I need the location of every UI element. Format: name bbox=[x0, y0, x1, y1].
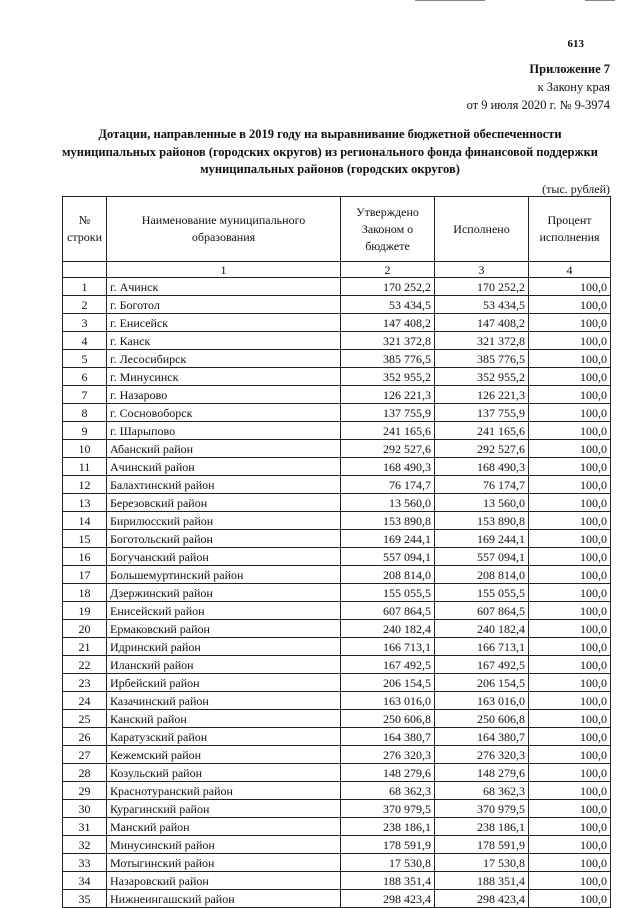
municipality-name-cell: г. Енисейск bbox=[107, 314, 341, 332]
municipality-name-cell: Абанский район bbox=[107, 440, 341, 458]
row-number-cell: 34 bbox=[63, 872, 107, 890]
row-number-cell: 1 bbox=[63, 278, 107, 296]
table-row bbox=[63, 296, 611, 314]
percent-cell: 100,0 bbox=[529, 440, 611, 458]
executed-amount-cell: 557 094,1 bbox=[435, 548, 529, 566]
percent-cell: 100,0 bbox=[529, 332, 611, 350]
municipality-name-cell: г. Минусинск bbox=[107, 368, 341, 386]
row-number-cell: 27 bbox=[63, 746, 107, 764]
row-number-cell: 26 bbox=[63, 728, 107, 746]
executed-amount-cell: 17 530,8 bbox=[435, 854, 529, 872]
executed-amount-cell: 137 755,9 bbox=[435, 404, 529, 422]
percent-cell: 100,0 bbox=[529, 566, 611, 584]
table-row bbox=[63, 476, 611, 494]
executed-amount-cell: 147 408,2 bbox=[435, 314, 529, 332]
row-number-cell: 31 bbox=[63, 818, 107, 836]
approved-amount-cell: 169 244,1 bbox=[341, 530, 435, 548]
percent-cell: 100,0 bbox=[529, 656, 611, 674]
percent-cell: 100,0 bbox=[529, 638, 611, 656]
table-row bbox=[63, 746, 611, 764]
executed-amount-cell: 298 423,4 bbox=[435, 890, 529, 908]
approved-amount-cell: 53 434,5 bbox=[341, 296, 435, 314]
municipality-name-cell: Кежемский район bbox=[107, 746, 341, 764]
table-row bbox=[63, 332, 611, 350]
column-number: 4 bbox=[529, 262, 611, 278]
approved-amount-cell: 206 154,5 bbox=[341, 674, 435, 692]
executed-amount-cell: 241 165,6 bbox=[435, 422, 529, 440]
row-number-cell: 23 bbox=[63, 674, 107, 692]
table-row bbox=[63, 782, 611, 800]
row-number-cell: 9 bbox=[63, 422, 107, 440]
percent-cell: 100,0 bbox=[529, 782, 611, 800]
approved-amount-cell: 241 165,6 bbox=[341, 422, 435, 440]
percent-cell: 100,0 bbox=[529, 422, 611, 440]
executed-amount-cell: 168 490,3 bbox=[435, 458, 529, 476]
row-number-cell: 20 bbox=[63, 620, 107, 638]
table-row bbox=[63, 710, 611, 728]
municipality-name-cell: Богучанский район bbox=[107, 548, 341, 566]
percent-cell: 100,0 bbox=[529, 890, 611, 908]
row-number-cell: 18 bbox=[63, 584, 107, 602]
municipality-name-cell: Боготольский район bbox=[107, 530, 341, 548]
header-approved: Утверждено Законом о бюджете bbox=[341, 197, 435, 262]
executed-amount-cell: 169 244,1 bbox=[435, 530, 529, 548]
percent-cell: 100,0 bbox=[529, 458, 611, 476]
approved-amount-cell: 170 252,2 bbox=[341, 278, 435, 296]
municipality-name-cell: Ачинский район bbox=[107, 458, 341, 476]
header-executed: Исполнено bbox=[435, 197, 529, 262]
table-row bbox=[63, 512, 611, 530]
table-row bbox=[63, 386, 611, 404]
executed-amount-cell: 240 182,4 bbox=[435, 620, 529, 638]
municipality-name-cell: Иланский район bbox=[107, 656, 341, 674]
table-row bbox=[63, 566, 611, 584]
table-row bbox=[63, 656, 611, 674]
municipality-name-cell: Ермаковский район bbox=[107, 620, 341, 638]
approved-amount-cell: 168 490,3 bbox=[341, 458, 435, 476]
municipality-name-cell: Балахтинский район bbox=[107, 476, 341, 494]
percent-cell: 100,0 bbox=[529, 296, 611, 314]
table-row bbox=[63, 818, 611, 836]
executed-amount-cell: 208 814,0 bbox=[435, 566, 529, 584]
executed-amount-cell: 166 713,1 bbox=[435, 638, 529, 656]
approved-amount-cell: 292 527,6 bbox=[341, 440, 435, 458]
percent-cell: 100,0 bbox=[529, 800, 611, 818]
table-row bbox=[63, 728, 611, 746]
executed-amount-cell: 188 351,4 bbox=[435, 872, 529, 890]
table-row bbox=[63, 800, 611, 818]
executed-amount-cell: 292 527,6 bbox=[435, 440, 529, 458]
municipality-name-cell: Манский район bbox=[107, 818, 341, 836]
municipality-name-cell: Ирбейский район bbox=[107, 674, 341, 692]
approved-amount-cell: 240 182,4 bbox=[341, 620, 435, 638]
percent-cell: 100,0 bbox=[529, 350, 611, 368]
executed-amount-cell: 13 560,0 bbox=[435, 494, 529, 512]
executed-amount-cell: 164 380,7 bbox=[435, 728, 529, 746]
approved-amount-cell: 76 174,7 bbox=[341, 476, 435, 494]
table-row bbox=[63, 836, 611, 854]
table-row bbox=[63, 422, 611, 440]
percent-cell: 100,0 bbox=[529, 386, 611, 404]
row-number-cell: 19 bbox=[63, 602, 107, 620]
municipality-name-cell: Канский район bbox=[107, 710, 341, 728]
municipality-name-cell: Курагинский район bbox=[107, 800, 341, 818]
row-number-cell: 15 bbox=[63, 530, 107, 548]
municipality-name-cell: Идринский район bbox=[107, 638, 341, 656]
percent-cell: 100,0 bbox=[529, 728, 611, 746]
column-number: 1 bbox=[107, 262, 341, 278]
approved-amount-cell: 321 372,8 bbox=[341, 332, 435, 350]
approved-amount-cell: 13 560,0 bbox=[341, 494, 435, 512]
approved-amount-cell: 250 606,8 bbox=[341, 710, 435, 728]
percent-cell: 100,0 bbox=[529, 746, 611, 764]
table-row bbox=[63, 692, 611, 710]
document-title: Дотации, направленные в 2019 году на выравнивание бюджетной обеспеченности муниципальных районов (городских округов) из регионального фонда финансовой поддержки муниципальных районов (городских округов) bbox=[62, 127, 598, 176]
approved-amount-cell: 208 814,0 bbox=[341, 566, 435, 584]
appendix-date-ref: от 9 июля 2020 г. № 9-3974 bbox=[466, 98, 610, 112]
percent-cell: 100,0 bbox=[529, 836, 611, 854]
column-number: 2 bbox=[341, 262, 435, 278]
municipality-name-cell: Каратузский район bbox=[107, 728, 341, 746]
percent-cell: 100,0 bbox=[529, 710, 611, 728]
executed-amount-cell: 206 154,5 bbox=[435, 674, 529, 692]
approved-amount-cell: 276 320,3 bbox=[341, 746, 435, 764]
percent-cell: 100,0 bbox=[529, 476, 611, 494]
executed-amount-cell: 153 890,8 bbox=[435, 512, 529, 530]
municipality-name-cell: г. Ачинск bbox=[107, 278, 341, 296]
units-label: (тыс. рублей) bbox=[542, 182, 610, 196]
table-row bbox=[63, 584, 611, 602]
executed-amount-cell: 53 434,5 bbox=[435, 296, 529, 314]
percent-cell: 100,0 bbox=[529, 872, 611, 890]
municipality-name-cell: Назаровский район bbox=[107, 872, 341, 890]
executed-amount-cell: 68 362,3 bbox=[435, 782, 529, 800]
percent-cell: 100,0 bbox=[529, 404, 611, 422]
municipality-name-cell: Минусинский район bbox=[107, 836, 341, 854]
approved-amount-cell: 148 279,6 bbox=[341, 764, 435, 782]
row-number-cell: 2 bbox=[63, 296, 107, 314]
executed-amount-cell: 385 776,5 bbox=[435, 350, 529, 368]
municipality-name-cell: г. Назарово bbox=[107, 386, 341, 404]
approved-amount-cell: 557 094,1 bbox=[341, 548, 435, 566]
approved-amount-cell: 153 890,8 bbox=[341, 512, 435, 530]
row-number-cell: 14 bbox=[63, 512, 107, 530]
percent-cell: 100,0 bbox=[529, 368, 611, 386]
table-header-row bbox=[63, 197, 611, 262]
municipality-name-cell: Дзержинский район bbox=[107, 584, 341, 602]
approved-amount-cell: 166 713,1 bbox=[341, 638, 435, 656]
executed-amount-cell: 250 606,8 bbox=[435, 710, 529, 728]
percent-cell: 100,0 bbox=[529, 512, 611, 530]
column-number: 3 bbox=[435, 262, 529, 278]
table-row bbox=[63, 314, 611, 332]
table-row bbox=[63, 638, 611, 656]
approved-amount-cell: 370 979,5 bbox=[341, 800, 435, 818]
approved-amount-cell: 352 955,2 bbox=[341, 368, 435, 386]
row-number-cell: 13 bbox=[63, 494, 107, 512]
row-number-cell: 4 bbox=[63, 332, 107, 350]
municipality-name-cell: Козульский район bbox=[107, 764, 341, 782]
row-number-cell: 21 bbox=[63, 638, 107, 656]
table-row bbox=[63, 458, 611, 476]
municipality-name-cell: г. Боготол bbox=[107, 296, 341, 314]
percent-cell: 100,0 bbox=[529, 314, 611, 332]
table-row bbox=[63, 494, 611, 512]
table-row bbox=[63, 350, 611, 368]
percent-cell: 100,0 bbox=[529, 494, 611, 512]
table-row bbox=[63, 548, 611, 566]
appendix-law-ref: к Закону края bbox=[537, 80, 610, 94]
municipality-name-cell: Бирилюсский район bbox=[107, 512, 341, 530]
row-number-cell: 6 bbox=[63, 368, 107, 386]
table-row bbox=[63, 872, 611, 890]
approved-amount-cell: 167 492,5 bbox=[341, 656, 435, 674]
approved-amount-cell: 147 408,2 bbox=[341, 314, 435, 332]
header-row-number: № строки bbox=[63, 197, 107, 262]
appendix-label: Приложение 7 bbox=[529, 62, 610, 76]
municipality-name-cell: г. Сосновоборск bbox=[107, 404, 341, 422]
municipality-name-cell: Казачинский район bbox=[107, 692, 341, 710]
row-number-cell: 33 bbox=[63, 854, 107, 872]
table-row bbox=[63, 278, 611, 296]
table-body bbox=[63, 278, 611, 908]
approved-amount-cell: 126 221,3 bbox=[341, 386, 435, 404]
percent-cell: 100,0 bbox=[529, 278, 611, 296]
row-number-cell: 29 bbox=[63, 782, 107, 800]
approved-amount-cell: 607 864,5 bbox=[341, 602, 435, 620]
subsidies-table bbox=[62, 196, 611, 908]
executed-amount-cell: 167 492,5 bbox=[435, 656, 529, 674]
executed-amount-cell: 321 372,8 bbox=[435, 332, 529, 350]
approved-amount-cell: 298 423,4 bbox=[341, 890, 435, 908]
row-number-cell: 10 bbox=[63, 440, 107, 458]
approved-amount-cell: 238 186,1 bbox=[341, 818, 435, 836]
approved-amount-cell: 155 055,5 bbox=[341, 584, 435, 602]
row-number-cell: 17 bbox=[63, 566, 107, 584]
executed-amount-cell: 178 591,9 bbox=[435, 836, 529, 854]
approved-amount-cell: 17 530,8 bbox=[341, 854, 435, 872]
appendix-reference bbox=[467, 60, 610, 114]
municipality-name-cell: Мотыгинский район bbox=[107, 854, 341, 872]
executed-amount-cell: 370 979,5 bbox=[435, 800, 529, 818]
page-number: 613 bbox=[567, 38, 584, 50]
executed-amount-cell: 276 320,3 bbox=[435, 746, 529, 764]
row-number-cell: 30 bbox=[63, 800, 107, 818]
municipality-name-cell: г. Канск bbox=[107, 332, 341, 350]
percent-cell: 100,0 bbox=[529, 764, 611, 782]
table-row bbox=[63, 620, 611, 638]
approved-amount-cell: 137 755,9 bbox=[341, 404, 435, 422]
header-percent: Процент исполнения bbox=[529, 197, 611, 262]
executed-amount-cell: 126 221,3 bbox=[435, 386, 529, 404]
municipality-name-cell: Большемуртинский район bbox=[107, 566, 341, 584]
row-number-cell: 11 bbox=[63, 458, 107, 476]
percent-cell: 100,0 bbox=[529, 854, 611, 872]
percent-cell: 100,0 bbox=[529, 692, 611, 710]
approved-amount-cell: 385 776,5 bbox=[341, 350, 435, 368]
row-number-cell: 28 bbox=[63, 764, 107, 782]
table-row bbox=[63, 530, 611, 548]
percent-cell: 100,0 bbox=[529, 602, 611, 620]
municipality-name-cell: г. Шарыпово bbox=[107, 422, 341, 440]
executed-amount-cell: 238 186,1 bbox=[435, 818, 529, 836]
row-number-cell: 12 bbox=[63, 476, 107, 494]
row-number-cell: 16 bbox=[63, 548, 107, 566]
percent-cell: 100,0 bbox=[529, 584, 611, 602]
approved-amount-cell: 178 591,9 bbox=[341, 836, 435, 854]
scan-mark-left bbox=[415, 0, 485, 1]
percent-cell: 100,0 bbox=[529, 674, 611, 692]
municipality-name-cell: Енисейский район bbox=[107, 602, 341, 620]
row-number-cell: 8 bbox=[63, 404, 107, 422]
approved-amount-cell: 163 016,0 bbox=[341, 692, 435, 710]
percent-cell: 100,0 bbox=[529, 818, 611, 836]
table-row bbox=[63, 440, 611, 458]
table-row bbox=[63, 404, 611, 422]
executed-amount-cell: 170 252,2 bbox=[435, 278, 529, 296]
executed-amount-cell: 148 279,6 bbox=[435, 764, 529, 782]
scan-mark-right bbox=[585, 0, 615, 1]
executed-amount-cell: 155 055,5 bbox=[435, 584, 529, 602]
executed-amount-cell: 163 016,0 bbox=[435, 692, 529, 710]
row-number-cell: 5 bbox=[63, 350, 107, 368]
table-row bbox=[63, 368, 611, 386]
executed-amount-cell: 76 174,7 bbox=[435, 476, 529, 494]
municipality-name-cell: Краснотуранский район bbox=[107, 782, 341, 800]
executed-amount-cell: 607 864,5 bbox=[435, 602, 529, 620]
row-number-cell: 25 bbox=[63, 710, 107, 728]
approved-amount-cell: 188 351,4 bbox=[341, 872, 435, 890]
percent-cell: 100,0 bbox=[529, 548, 611, 566]
table-row bbox=[63, 602, 611, 620]
row-number-cell: 32 bbox=[63, 836, 107, 854]
header-name: Наименование муниципального образования bbox=[107, 197, 341, 262]
municipality-name-cell: г. Лесосибирск bbox=[107, 350, 341, 368]
approved-amount-cell: 164 380,7 bbox=[341, 728, 435, 746]
table-row bbox=[63, 854, 611, 872]
municipality-name-cell: Нижнеингашский район bbox=[107, 890, 341, 908]
row-number-cell: 22 bbox=[63, 656, 107, 674]
approved-amount-cell: 68 362,3 bbox=[341, 782, 435, 800]
executed-amount-cell: 352 955,2 bbox=[435, 368, 529, 386]
column-number-empty bbox=[63, 262, 107, 278]
row-number-cell: 24 bbox=[63, 692, 107, 710]
row-number-cell: 3 bbox=[63, 314, 107, 332]
table-row bbox=[63, 764, 611, 782]
table-row bbox=[63, 674, 611, 692]
row-number-cell: 35 bbox=[63, 890, 107, 908]
municipality-name-cell: Березовский район bbox=[107, 494, 341, 512]
percent-cell: 100,0 bbox=[529, 620, 611, 638]
column-number-row bbox=[63, 262, 611, 278]
percent-cell: 100,0 bbox=[529, 530, 611, 548]
row-number-cell: 7 bbox=[63, 386, 107, 404]
